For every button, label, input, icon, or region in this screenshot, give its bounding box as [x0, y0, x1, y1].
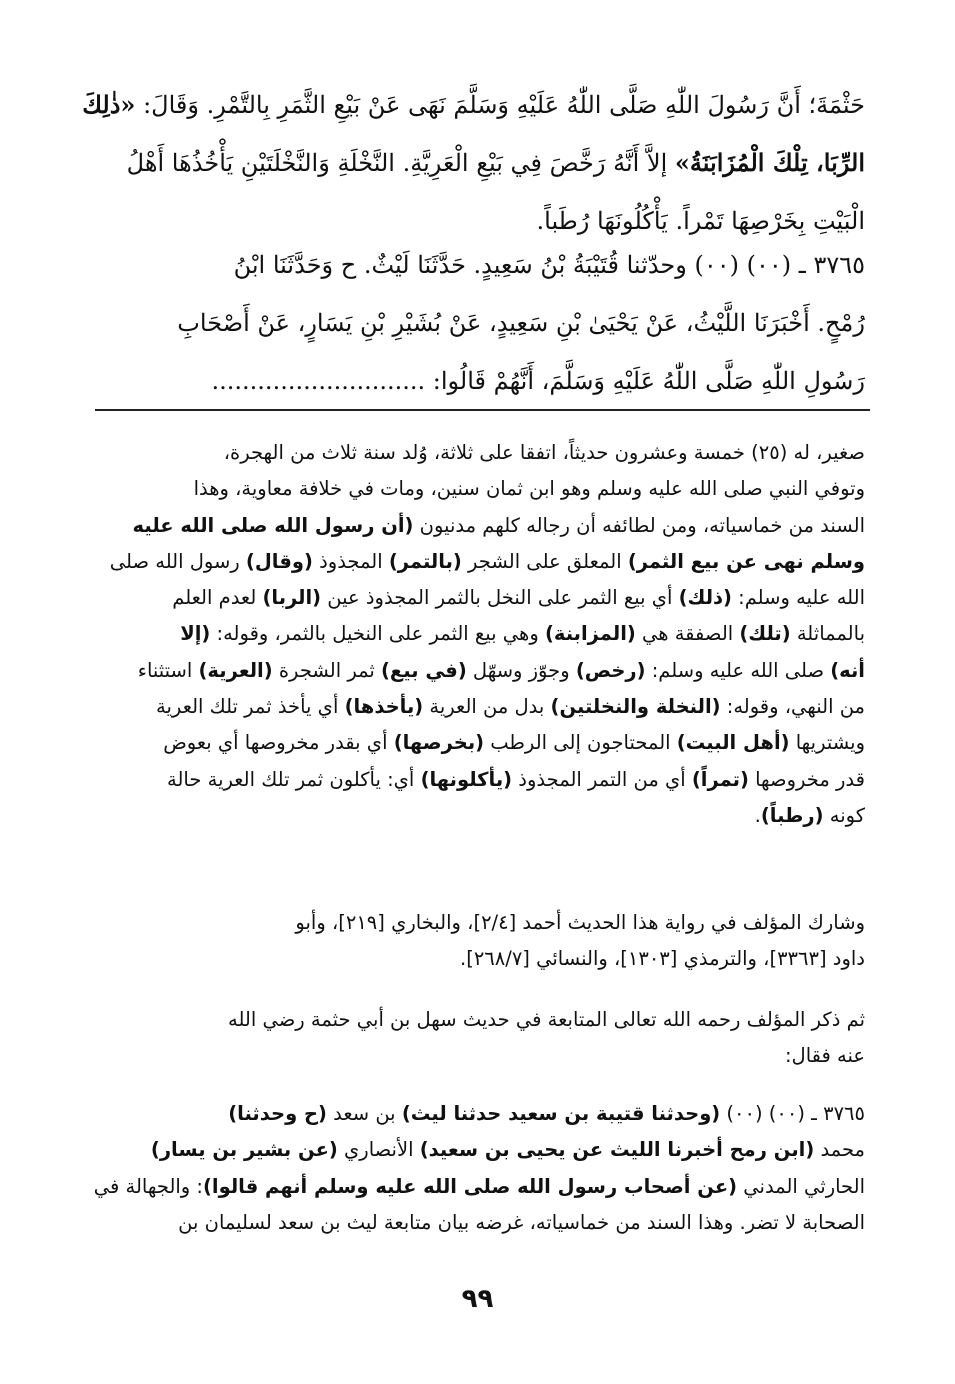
bold-phrase: (تمراً) — [691, 767, 749, 791]
bold-phrase: (ح وحدثنا) — [228, 1102, 327, 1125]
matn-paragraph-2 — [95, 236, 865, 410]
matn-line — [95, 134, 865, 192]
text-run: بالمماثلة — [790, 622, 865, 646]
text-run: كونه — [823, 803, 865, 827]
bold-phrase: (تلك) — [739, 622, 791, 646]
text-run: وهي بيع الثمر على النخيل بالثمر، وقوله: — [210, 622, 545, 646]
sharh-paragraph-3 — [95, 1002, 865, 1075]
sharh-line — [95, 544, 865, 580]
bold-phrase: (إلا — [180, 622, 211, 646]
sharh-paragraph-2 — [95, 905, 865, 978]
bold-phrase: وسلم نهى عن بيع الثمر) — [627, 549, 865, 573]
bold-phrase: (رخص) — [575, 658, 646, 682]
bold-phrase: (عن بشير بن يسار) — [150, 1138, 338, 1162]
text-run: المحتاجون إلى الرطب — [484, 731, 677, 755]
text-run: ثمر الشجرة — [272, 658, 382, 682]
bold-phrase: (النخلة والنخلتين) — [550, 695, 721, 719]
text-run: حَثْمَةَ؛ أَنَّ رَسُولَ اللّٰهِ صَلَّى اللّٰهُ عَلَيْهِ وَسَلَّمَ نَهَى عَنْ بَيْعِ الثَّمَرِ بِالتَّمْرِ. وَقَالَ: — [135, 91, 865, 119]
sharh-line: وشارك المؤلف في رواية هذا الحديث أحمد [٢/٤]، والبخاري [٢١٩]، وأبو — [295, 911, 865, 934]
sharh-line: صغير، له (٢٥) خمسة وعشرون حديثاً، اتفقا على ثلاثة، وُلد سنة ثلاث من الهجرة، — [223, 441, 865, 464]
bold-phrase: (ذلك) — [678, 586, 732, 610]
sharh-line — [95, 508, 865, 544]
text-run: . — [754, 803, 761, 827]
bold-phrase: (في بيع) — [381, 658, 467, 682]
bold-phrase: (ابن رمح أخبرنا الليث عن يحيى بن سعيد) — [419, 1138, 815, 1162]
bold-phrase: «ذٰلِكَ — [82, 90, 136, 119]
text-run: محمد — [814, 1138, 865, 1162]
sharh-line — [95, 798, 865, 834]
sharh-line — [95, 762, 865, 798]
sharh-line: وتوفي النبي صلى الله عليه وسلم وهو ابن ثمان سنين، ومات في خلافة معاوية، وهذا — [193, 477, 865, 501]
text-run: بدل من العرية — [423, 695, 551, 719]
matn-line: رُمْحٍ. أَخْبَرَنَا اللَّيْثُ، عَنْ يَحْيَىٰ بْنِ سَعِيدٍ، عَنْ بُشَيْرِ بْنِ يَسَارٍ، عَنْ أَصْحَابِ — [177, 309, 865, 337]
text-run: قدر مخروصها — [748, 767, 865, 791]
bold-phrase: (أهل البيت) — [676, 731, 790, 755]
text-run: ويشتريها — [789, 731, 865, 755]
text-run: أي يأخذ ثمر تلك العرية — [156, 695, 345, 719]
sharh-line: عنه فقال: — [784, 1044, 865, 1068]
matn-line: رَسُولِ اللّٰهِ صَلَّى اللّٰهُ عَلَيْهِ وَسَلَّمَ، أَنَّهُمْ قَالُوا: ............................ — [211, 367, 865, 395]
text-run: أي بقدر مخروصها أي بعوض — [163, 731, 394, 755]
bold-phrase: (الربا) — [262, 586, 322, 610]
text-run: من النهي، وقوله: — [720, 695, 865, 719]
text-run: وجوّز وسهّل — [466, 658, 576, 682]
sharh-line — [95, 653, 865, 689]
bold-phrase: (يأخذها) — [344, 695, 424, 719]
sharh-line — [95, 689, 865, 725]
bold-phrase: أنه) — [830, 658, 865, 682]
text-run: صلى الله عليه وسلم: — [645, 658, 831, 682]
bold-phrase: (بخرصها) — [393, 731, 485, 755]
separator-line — [95, 409, 870, 411]
bold-phrase: (المزابنة) — [544, 622, 636, 646]
text-run: السند من خماسياته، ومن لطائفه أن رجاله كلهم مدنيون — [413, 513, 865, 537]
text-run: أي: يأكلون ثمر تلك العرية حالة — [167, 767, 421, 791]
sharh-line — [95, 616, 865, 652]
sharh-line — [95, 1132, 865, 1168]
matn-paragraph-1 — [82, 76, 865, 250]
bold-phrase: (العرية) — [198, 658, 273, 682]
page-number: ٩٩ — [461, 1284, 494, 1314]
text-run: المجذوذ — [312, 549, 389, 573]
text-run: أي من التمر المجذوذ — [512, 767, 692, 791]
text-run: إلاَّ أَنَّهُ رَخَّصَ فِي بَيْعِ الْعَرِيَّةِ. النَّخْلَةِ وَالنَّخْلَتَيْنِ يَأْخُذُهَا أَهْلُ — [126, 149, 675, 177]
text-run: استثناء — [137, 658, 199, 682]
matn-line — [82, 76, 865, 134]
bold-phrase: (وحدثنا قتيبة بن سعيد حدثنا ليث) — [401, 1102, 721, 1125]
bold-phrase: (وقال) — [245, 549, 313, 573]
text-run: الحارثي المدني — [737, 1174, 865, 1198]
text-run: أي بيع الثمر على النخل بالثمر المجذوذ عين — [321, 586, 679, 610]
bold-phrase: (عن أصحاب رسول الله صلى الله عليه وسلم أنهم قالوا) — [203, 1174, 738, 1198]
text-run: الله عليه وسلم: — [731, 586, 865, 610]
sharh-line: الصحابة لا تضر. وهذا السند من خماسياته، غرضه بيان متابعة ليث بن سعد لسليمان بن — [178, 1210, 865, 1234]
sharh-paragraph-1 — [95, 435, 865, 834]
text-run: لعدم العلم — [172, 586, 263, 610]
sharh-line — [95, 580, 865, 616]
text-run: : والجهالة في — [93, 1174, 203, 1198]
sharh-line: داود [٣٣٦٣]، والترمذي [١٣٠٣]، والنسائي [٢٦٨/٧]. — [460, 947, 865, 971]
text-run: الأنصاري — [337, 1138, 420, 1162]
bold-phrase: الرِّبَا، تِلْكَ الْمُزَابَنَةُ» — [674, 148, 865, 177]
text-run: رسول الله صلى — [109, 549, 246, 573]
bold-phrase: (رطباً) — [760, 803, 824, 827]
text-run: المعلق على الشجر — [461, 549, 628, 573]
bold-phrase: (يأكلونها) — [420, 767, 513, 791]
sharh-paragraph-4 — [95, 1096, 865, 1241]
matn-line: ٣٧٦٥ ـ (٠٠) (٠٠) وحدّثنا قُتَيْبَةُ بْنُ سَعِيدٍ. حَدَّثَنَا لَيْثٌ. ح وَحَدَّثَنَا ابْنُ — [233, 251, 865, 279]
sharh-line — [95, 1169, 865, 1205]
bold-phrase: (بالتمر) — [388, 549, 462, 573]
sharh-line — [95, 1096, 865, 1132]
matn-line: الْبَيْتِ بِخَرْصِهَا تَمْراً. يَأْكُلُونَهَا رُطَباً. — [536, 207, 865, 235]
bold-phrase: (أن رسول الله صلى الله عليه — [132, 513, 414, 537]
sharh-line: ثم ذكر المؤلف رحمه الله تعالى المتابعة في حديث سهل بن أبي حثمة رضي الله — [228, 1008, 865, 1031]
sharh-line — [95, 725, 865, 761]
text-run: الصفقة هي — [635, 622, 740, 646]
text-run: بن سعد — [326, 1102, 402, 1125]
text-run: ٣٧٦٥ ـ (٠٠) (٠٠) — [720, 1102, 865, 1125]
